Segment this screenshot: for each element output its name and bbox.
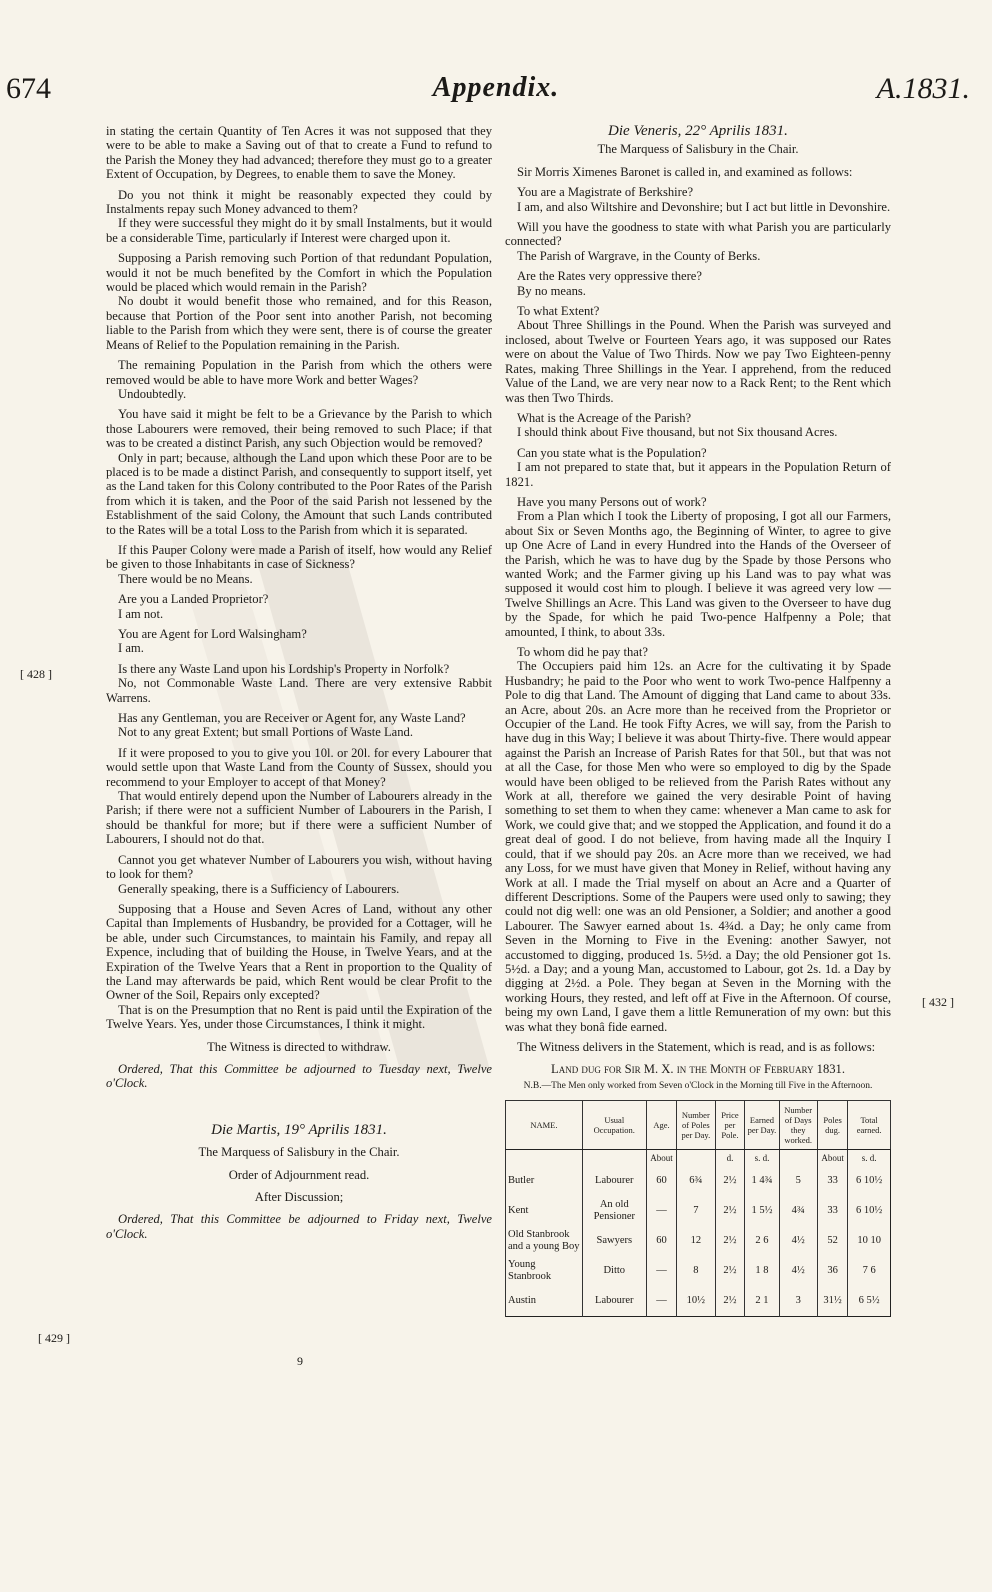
land-dug-table [505,1100,891,1317]
left-column [106,124,492,1241]
unit-cell [677,1149,715,1166]
unit-cell [779,1149,817,1166]
question: To whom did he pay that? [517,645,648,659]
cell-total: 10 10 [848,1226,891,1256]
question: Will you have the goodness to state with what Parish you are particularly connected? [505,220,891,249]
answer: That is on the Presumption that no Rent is paid until the Expiration of the Twelve Years. Yes, under those Circumstances, I think it might. [106,1002,492,1032]
answer: The Parish of Wargrave, in the County of Berks. [517,248,761,263]
cell-poles-dug: 52 [817,1226,847,1256]
cell-occupation: Labourer [582,1286,646,1317]
col-price: Price per Pole. [715,1100,745,1149]
question: Supposing that a House and Seven Acres of Land, without any other Capital than Implements of Husbandry, be provided for a Cottager, will he be able, under such Circumstances, to maintain his Family, and repay all Expence, including that of building the House, in Twelve Years, and at the Expiration of the Twelve Years that a Rent in proportion to the Quality of the Land may afterwards be paid, which Rent would be clear Profit to the Owner of the Soil, Repairs only excepted? [106,901,492,1003]
cell-poles-dug: 36 [817,1256,847,1286]
answer: If they were successful they might do it by small Instalments, but it would be a considerable Time, particularly if Interest were charged upon it. [106,216,492,245]
cell-poles-per-day: 7 [677,1196,715,1226]
cell-earned: 1 4¾ [745,1166,779,1196]
cell-name: Old Stanbrook and a young Boy [506,1226,583,1256]
table-row [506,1166,891,1196]
unit-cell [582,1149,646,1166]
cell-occupation: Ditto [582,1256,646,1286]
cell-poles-per-day: 6¾ [677,1166,715,1196]
col-occupation: Usual Occupation. [582,1100,646,1149]
table-header-row [506,1100,891,1149]
unit-cell: s. d. [745,1149,779,1166]
question: Has any Gentleman, you are Receiver or Agent for, any Waste Land? [118,711,466,726]
cell-poles-per-day: 12 [677,1226,715,1256]
question: What is the Acreage of the Parish? [517,410,692,425]
answer: That would entirely depend upon the Number of Labourers already in the Parish; if there were not a sufficient Number of Labourers in the Parish, I should be thankful for more; but if there were a sufficient Number of Labourers, I should not do that. [106,789,492,847]
cell-age: — [646,1286,676,1317]
unit-cell [506,1149,583,1166]
cell-poles-dug: 31½ [817,1286,847,1317]
cell-price: 2½ [715,1256,745,1286]
cell-earned: 2 1 [745,1286,779,1317]
cell-total: 6 10½ [848,1166,891,1196]
col-age: Age. [646,1100,676,1149]
col-poles-per-day: Number of Poles per Day. [677,1100,715,1149]
cell-days: 5 [779,1166,817,1196]
col-total: Total earned. [848,1100,891,1149]
witness-withdraw: The Witness is directed to withdraw. [207,1039,391,1054]
cell-total: 6 5½ [848,1286,891,1317]
cell-name: Young Stanbrook [506,1256,583,1286]
question: You have said it might be felt to be a Grievance by the Parish to which those Labourers were removed, their being removed to such Place; if that was to be created a distinct Parish, any such Objection would be removed? [106,407,492,451]
signature-mark: 9 [297,1354,303,1368]
cell-total: 7 6 [848,1256,891,1286]
col-poles-dug: Poles dug. [817,1100,847,1149]
cell-earned: 1 8 [745,1256,779,1286]
cell-days: 4¾ [779,1196,817,1226]
cell-poles-per-day: 10½ [677,1286,715,1317]
cell-price: 2½ [715,1226,745,1256]
units-row [506,1149,891,1166]
table-row [506,1286,891,1317]
question: You are Agent for Lord Walsingham? [118,627,307,641]
question: If this Pauper Colony were made a Parish of itself, how would any Relief be given to those Inhabitants in case of Sickness? [106,542,492,572]
table-row [506,1256,891,1286]
sitting-heading: Die Martis, 19° Aprilis 1831. [211,1121,387,1138]
unit-cell: s. d. [848,1149,891,1166]
cell-name: Kent [506,1196,583,1226]
answer: Only in part; because, although the Land upon which these Poor are to be placed is to be made a distinct Parish, and consequently to support itself, yet as the Land taken for this Colony contributed to the Poor Rates of the Parish from which it is taken, and the Poor of the said Parish not lessened by the Establishment of the said Colony, the Amount that such Lands contributed to the Rates will be a total Loss to the Parish from which it is separated. [106,450,492,537]
cell-price: 2½ [715,1166,745,1196]
answer: Undoubtedly. [118,386,187,401]
question: If it were proposed to you to give you 10l. or 20l. for every Labourer that would settle upon that Waste Land from the County of Sussex, should you recommend to your Employer to accept of that Money? [106,745,492,789]
answer: By no means. [517,283,586,298]
answer: I am, and also Wiltshire and Devonshire; but I act but little in Devonshire. [517,199,891,214]
chair-line: The Marquess of Salisbury in the Chair. [198,1145,400,1160]
table-title: Land dug for Sir M. X. in the Month of February 1831. [551,1062,845,1077]
question: Supposing a Parish removing such Portion of that redundant Population, would it not be much benefited by the Comfort in which the Population would be placed which would remain in the Parish? [106,251,492,295]
question: Are you a Landed Proprietor? [118,592,269,607]
cell-age: — [646,1256,676,1286]
cell-occupation: Labourer [582,1166,646,1196]
answer: Generally speaking, there is a Sufficiency of Labourers. [118,881,400,896]
margin-ref-428: [ 428 ] [20,667,52,681]
question: To what Extent? [517,304,600,319]
question: Can you state what is the Population? [517,445,707,460]
page-number: 674 [6,72,51,105]
cell-poles-dug: 33 [817,1196,847,1226]
paragraph: in stating the certain Quantity of Ten Acres it was not supposed that they were to be able to make a Saving out of that to create a Fund to refund to the Parish the Money they had advanced; therefore they must go to a greater Extent of Occupation, by Degrees, to enable them to save the Money. [106,124,492,182]
cell-age: 60 [646,1226,676,1256]
answer: Not to any great Extent; but small Portions of Waste Land. [118,725,414,740]
question: Have you many Persons out of work? [517,494,707,509]
unit-cell: About [646,1149,676,1166]
margin-ref-432: [ 432 ] [922,995,954,1009]
statement-intro: The Witness delivers in the Statement, which is read, and is as follows: [517,1039,876,1054]
cell-occupation: Sawyers [582,1226,646,1256]
cell-price: 2½ [715,1196,745,1226]
margin-ref-429: [ 429 ] [38,1331,70,1345]
cell-age: — [646,1196,676,1226]
table-row [506,1196,891,1226]
cell-days: 4½ [779,1226,817,1256]
question: Cannot you get whatever Number of Labourers you wish, without having to look for them? [106,852,492,882]
cell-poles-per-day: 8 [677,1256,715,1286]
question: Is there any Waste Land upon his Lordship's Property in Norfolk? [118,661,450,676]
answer: I am not prepared to state that, but it appears in the Population Return of 1821. [505,460,891,489]
witness-called: Sir Morris Ximenes Baronet is called in, and examined as follows: [517,164,853,179]
answer: About Three Shillings in the Pound. When the Parish was surveyed and inclosed, about Twelve or Fourteen Years ago, it was supposed our Rates were on about the Value of Two Thirds. Now we pay Two Eighteen-penny Rates, making Three Shillings in the Year. I apprehend, from the reduced Value of the Land, we are very near now to a Rack Rent; to the Rent which was then Two Thirds. [505,318,891,405]
cell-earned: 1 5½ [745,1196,779,1226]
question: You are a Magistrate of Berkshire? [517,185,694,200]
order-read: Order of Adjournment read. [228,1167,370,1182]
unit-cell: d. [715,1149,745,1166]
cell-poles-dug: 33 [817,1166,847,1196]
page-title: Appendix. [432,72,560,103]
after-discussion: After Discussion; [254,1190,344,1204]
answer: The Occupiers paid him 12s. an Acre for the cultivating it by Spade Husbandry; he paid to the Poor who went to work Two-pence Halfpenny a Pole to dig that Land. The Amount of digging that Land came to about 33s. an Acre, about 20s. an Acre more than he received from the Proprietor or Occupier of the Land. He took Fifty Acres, we will say, from the Parish to have dug in this Way; I believe it was about Thirty-five. There would appear against the Parish an Increase of Parish Rates for that 50l., but that was not at all the Case, for those Men who were so employed to dig by the Spade would have been obliged to be relieved from the Parish Rates without any Work at all, therefore we gained the very desirable Point of having something to set them to when they came: whenever a Man came to ask for Work, we could give that; and we stopped the Application, and found it do a great deal of good. I do not believe, from having made all the Inquiry I could, that if we should pay 20s. an Acre more than we received, we had any Loss, for we must have given that Money in Relief, without having any Work at all. I made the Trial myself on about an Acre and a Quarter of different Descriptions. Some of the Paupers were used only to sawing; they could not dig well: one was an old Pensioner, a Soldier; and another a good Labourer. The Sawyer earned about 1s. 4¾d. a Day; he only came from Seven in the Morning to Five in the Evening: another Sawyer, not accustomed to digging, produced 1s. 5½d. a Day; the old Pensioner got 1s. 5½d. a Day; and a young Man, accustomed to Labour, got 2s. 1d. a Day by digging at 2½d. a Pole. They began at Seven in the Morning with the working Hours, they rested, and left off at Five in the Afternoon. Of course, being my own Land, I gave them a little Remuneration of my own: but this was what they bonâ fide earned. [505,659,891,1034]
cell-days: 4½ [779,1256,817,1286]
question: Do you not think it might be reasonably expected they could by Instalments repay such Money advanced to them? [106,187,492,217]
cell-name: Austin [506,1286,583,1317]
answer: I should think about Five thousand, but not Six thousand Acres. [517,425,838,440]
answer: No doubt it would benefit those who remained, and for this Reason, because that Portion of the Poor sent into another Parish, not becoming liable to the Parish from which they were sent, there is of course the greater Means of Relief to the Population remaining in the Parish. [106,294,492,352]
cell-price: 2½ [715,1286,745,1317]
answer: I am. [118,641,144,656]
chair-line: The Marquess of Salisbury in the Chair. [597,142,799,157]
answer: There would be no Means. [118,571,253,586]
table-row [506,1226,891,1256]
question: The remaining Population in the Parish from which the others were removed would be able to have more Work and better Wages? [106,358,492,387]
cell-total: 6 10½ [848,1196,891,1226]
answer: From a Plan which I took the Liberty of proposing, I got all our Farmers, about Six or Seven Months ago, the Beginning of Winter, to agree to give up One Acre of Land in every Hundred into the Hands of the Overseer of the Parish, which he was to have dug by the Spade by those Persons who wanted Work; and the Farmer giving up his Land was to pay what was supposed it would cost him to plough. I believe it was agreed very low — Twelve Shillings an Acre. This Land was given to the Overseer to have dug by the Spade, for which he paid Two-pence Halfpenny a Pole; that amounted, I think, to about 33s. [505,509,891,639]
order-adjourn: Ordered, That this Committee be adjourned to Friday next, Twelve o'Clock. [106,1212,492,1241]
answer: No, not Commonable Waste Land. There are very extensive Rabbit Warrens. [106,676,492,705]
col-days: Number of Days they worked. [779,1100,817,1149]
table-note: N.B.—The Men only worked from Seven o'Clock in the Morning till Five in the Afternoon. [523,1080,873,1091]
cell-age: 60 [646,1166,676,1196]
col-earned: Earned per Day. [745,1100,779,1149]
unit-cell: About [817,1149,847,1166]
year-label: A.1831. [876,72,970,105]
sitting-heading: Die Veneris, 22° Aprilis 1831. [608,123,788,139]
answer: I am not. [118,606,164,621]
cell-earned: 2 6 [745,1226,779,1256]
cell-occupation: An old Pensioner [582,1196,646,1226]
cell-days: 3 [779,1286,817,1317]
cell-name: Butler [506,1166,583,1196]
col-name: NAME. [506,1100,583,1149]
question: Are the Rates very oppressive there? [517,269,702,284]
order-adjourn: Ordered, That this Committee be adjourned to Tuesday next, Twelve o'Clock. [106,1061,492,1091]
right-column [505,124,891,1317]
